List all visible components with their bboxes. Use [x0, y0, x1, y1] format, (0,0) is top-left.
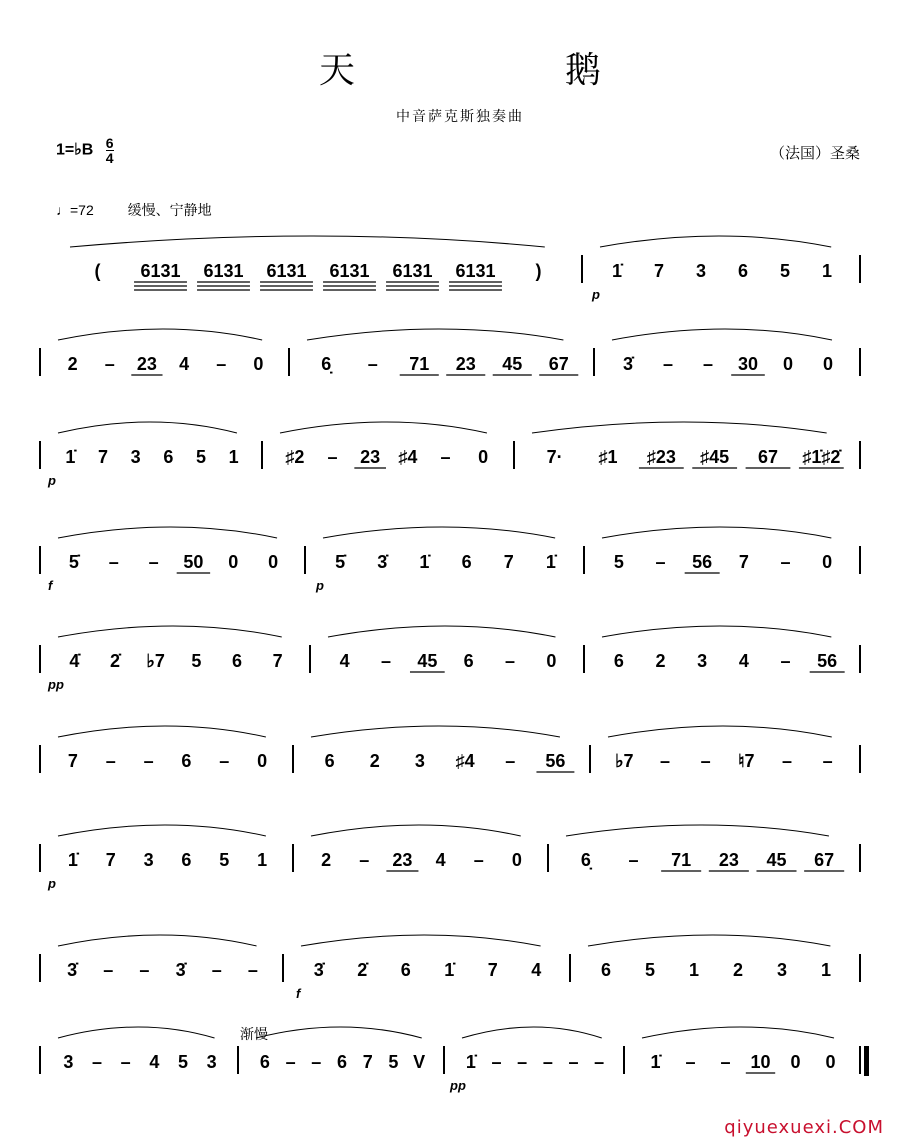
slur	[58, 626, 282, 637]
slur	[280, 422, 487, 433]
note: –	[311, 1052, 322, 1072]
note: 0	[511, 850, 522, 870]
note: 0	[546, 651, 557, 671]
note: 6	[259, 1052, 270, 1072]
note: –	[780, 651, 791, 671]
note: –	[822, 751, 833, 771]
slur	[58, 825, 266, 836]
note: 3	[697, 651, 708, 671]
note: 7	[272, 651, 283, 671]
note: –	[103, 960, 114, 980]
note: 45	[417, 651, 438, 671]
note: 6	[231, 651, 243, 671]
note: 1	[257, 850, 268, 870]
dynamic-marking: p	[48, 473, 56, 488]
time-signature: $\frac{6}{4}$	[105, 135, 114, 166]
note: –	[91, 1052, 103, 1072]
slur	[311, 726, 560, 737]
slur	[58, 726, 266, 737]
note: –	[517, 1052, 528, 1072]
note: 4	[149, 1052, 160, 1072]
note: –	[108, 552, 119, 572]
slur	[323, 527, 555, 538]
note: 1	[228, 447, 239, 467]
note: 7	[105, 850, 116, 870]
note: 67	[548, 354, 569, 374]
slur	[566, 825, 829, 836]
note: ♭7	[146, 651, 165, 671]
note: 7	[67, 751, 78, 771]
slur	[588, 935, 830, 946]
note: ♯23	[646, 447, 676, 467]
note: –	[491, 1052, 502, 1072]
note: )	[535, 261, 542, 281]
note: 23	[718, 850, 739, 870]
note: 3	[206, 1052, 217, 1072]
note: 3̇	[377, 552, 388, 572]
note: –	[568, 1052, 579, 1072]
note: 1̇	[67, 850, 78, 870]
note: 3̇	[313, 960, 324, 980]
note: 6	[461, 552, 472, 572]
note: 1	[820, 960, 832, 980]
note: ♯4	[398, 447, 418, 467]
tempo-marking	[56, 200, 212, 220]
note: 50	[183, 552, 204, 572]
slur	[301, 935, 541, 946]
slur	[311, 825, 521, 836]
note: 5	[388, 1052, 399, 1072]
note: 1̇	[545, 552, 556, 572]
note: 7	[487, 960, 498, 980]
note: 0	[790, 1052, 801, 1072]
note: 4	[738, 651, 749, 671]
slur	[307, 329, 563, 340]
slur	[602, 626, 831, 637]
key-signature	[56, 136, 114, 165]
note: –	[504, 651, 516, 671]
note: 5	[613, 552, 624, 572]
note: V	[413, 1052, 426, 1072]
note: ♯45	[700, 447, 730, 467]
note: 6̣	[580, 850, 591, 870]
slur	[58, 935, 257, 946]
slur	[70, 236, 545, 247]
note: –	[505, 751, 516, 771]
note: 2	[655, 651, 666, 671]
note: –	[594, 1052, 605, 1072]
dynamic-marking: p	[316, 578, 324, 593]
note: 2	[732, 960, 744, 980]
note: –	[440, 447, 451, 467]
note: 5	[177, 1052, 189, 1072]
dynamic-marking: pp	[450, 1078, 466, 1093]
note: 0	[782, 354, 794, 374]
note: –	[148, 552, 159, 572]
note: –	[659, 751, 671, 771]
note: 6	[463, 651, 474, 671]
final-barline	[864, 1046, 869, 1076]
note: 1	[688, 960, 700, 980]
note: 0	[257, 751, 268, 771]
slur	[58, 422, 237, 433]
note: 30	[737, 354, 759, 374]
note: 1̇	[65, 447, 76, 467]
title-char-1: 天	[318, 49, 355, 90]
note: –	[655, 552, 666, 572]
note: 6	[600, 960, 612, 980]
ritardando: 渐慢	[240, 1026, 268, 1042]
note: –	[628, 850, 639, 870]
note: 3	[776, 960, 788, 980]
note: 56	[692, 552, 713, 572]
note: –	[702, 354, 714, 374]
dynamic-marking: f	[48, 578, 53, 593]
key-label: 1=♭B	[56, 141, 94, 159]
note: 6	[181, 850, 192, 870]
slur	[612, 329, 832, 340]
note: –	[211, 960, 222, 980]
note: 1̇	[650, 1052, 661, 1072]
note: ♯1	[598, 447, 618, 467]
note: –	[359, 850, 370, 870]
note: 5̇	[335, 552, 346, 572]
note: –	[120, 1052, 131, 1072]
composer: （法国）圣桑	[769, 145, 860, 162]
note: ♭7	[615, 751, 634, 771]
note: 3̇	[175, 960, 186, 980]
note: –	[143, 751, 154, 771]
note: 23	[392, 850, 413, 870]
note: –	[327, 447, 338, 467]
note: –	[139, 960, 150, 980]
note: 0	[822, 354, 834, 374]
note: –	[219, 751, 230, 771]
note: 7	[653, 261, 665, 281]
note: 23	[455, 354, 476, 374]
note: 0	[228, 552, 239, 572]
note: –	[380, 651, 392, 671]
note: 4	[531, 960, 542, 980]
expression: 缓慢、宁静地	[127, 202, 212, 218]
note: 6131	[266, 261, 307, 281]
note: 0	[253, 354, 264, 374]
note: 4	[435, 850, 446, 870]
note: 6	[613, 651, 624, 671]
note: 6	[163, 447, 174, 467]
note: 2̇	[357, 960, 368, 980]
note: –	[247, 960, 258, 980]
note: 1̇	[465, 1052, 476, 1072]
note: 1̇	[444, 960, 455, 980]
note: 2̇	[109, 651, 121, 671]
note: 3̇	[622, 354, 634, 374]
note: 71	[409, 354, 430, 374]
note: 1̇	[419, 552, 430, 572]
dynamic-marking: p	[48, 876, 56, 891]
slur	[608, 726, 832, 737]
note: –	[216, 354, 227, 374]
note: 3	[414, 751, 425, 771]
note: 56	[817, 651, 838, 671]
note: 7·	[546, 447, 563, 467]
note: 0	[268, 552, 279, 572]
note: 2	[67, 354, 78, 374]
note: 56	[545, 751, 566, 771]
note: 4	[339, 651, 350, 671]
note: 5	[779, 261, 791, 281]
note: –	[105, 751, 116, 771]
note: 3	[130, 447, 141, 467]
note: 6	[181, 751, 192, 771]
note: –	[285, 1052, 296, 1072]
note: 6131	[392, 261, 433, 281]
note: 10	[750, 1052, 771, 1072]
note: 6131	[203, 261, 244, 281]
note: –	[662, 354, 674, 374]
note: 1	[821, 261, 833, 281]
slur	[58, 329, 262, 340]
dynamic-marking: pp	[48, 677, 64, 692]
metronome: ♩=72	[56, 202, 94, 218]
note: 71	[671, 850, 692, 870]
note: 5̇	[68, 552, 79, 572]
note: ♯1̇♯2̇	[802, 447, 841, 467]
note: 5	[644, 960, 656, 980]
note: ♮7	[738, 751, 755, 771]
note: ♯4	[455, 751, 475, 771]
note: 0	[822, 552, 833, 572]
score-subtitle: 中音萨克斯独奏曲	[396, 108, 524, 124]
note: 7	[503, 552, 514, 572]
watermark: qiyuexuexi.COM	[724, 1117, 884, 1138]
note: –	[781, 751, 793, 771]
note: 6	[737, 261, 749, 281]
note: 6	[400, 960, 411, 980]
note: 6131	[140, 261, 181, 281]
note: –	[780, 552, 791, 572]
note: –	[700, 751, 711, 771]
score-title	[0, 42, 920, 93]
note: 3	[63, 1052, 74, 1072]
note: 45	[502, 354, 523, 374]
note: 23	[360, 447, 381, 467]
note: 1̇	[611, 261, 623, 281]
dynamic-marking: f	[296, 986, 301, 1001]
note: 67	[757, 447, 779, 467]
note: 45	[766, 850, 787, 870]
note: 3̇	[67, 960, 78, 980]
note: 0	[478, 447, 489, 467]
note: 2	[369, 751, 380, 771]
note: 5	[195, 447, 207, 467]
note: –	[367, 354, 378, 374]
note: 67	[814, 850, 835, 870]
slur	[58, 1027, 215, 1038]
note: 4̇	[69, 651, 80, 671]
note: –	[104, 354, 115, 374]
slur	[58, 527, 277, 538]
note: 6	[324, 751, 335, 771]
note: –	[720, 1052, 731, 1072]
note: 6131	[455, 261, 496, 281]
note: 5	[191, 651, 202, 671]
note: 4	[179, 354, 190, 374]
note: –	[473, 850, 484, 870]
note: 6̣	[321, 354, 332, 374]
note: 3	[695, 261, 707, 281]
note: 2	[321, 850, 332, 870]
slur	[328, 626, 555, 637]
note: 6	[336, 1052, 348, 1072]
slur	[600, 236, 831, 247]
slur	[642, 1027, 834, 1038]
note: 6131	[329, 261, 370, 281]
note: 23	[136, 354, 157, 374]
note: ♯2	[285, 447, 305, 467]
note: –	[542, 1052, 553, 1072]
note: 5	[219, 850, 230, 870]
slur	[602, 527, 831, 538]
note: –	[685, 1052, 696, 1072]
note: 7	[362, 1052, 373, 1072]
note: 3	[143, 850, 154, 870]
note: 7	[738, 552, 749, 572]
slur	[256, 1027, 422, 1038]
dynamic-marking: p	[592, 287, 600, 302]
slur	[462, 1027, 602, 1038]
slur	[532, 422, 827, 433]
note: 7	[97, 447, 109, 467]
note: (	[94, 261, 101, 281]
title-char-2: 鹅	[565, 49, 602, 90]
note: 0	[825, 1052, 836, 1072]
